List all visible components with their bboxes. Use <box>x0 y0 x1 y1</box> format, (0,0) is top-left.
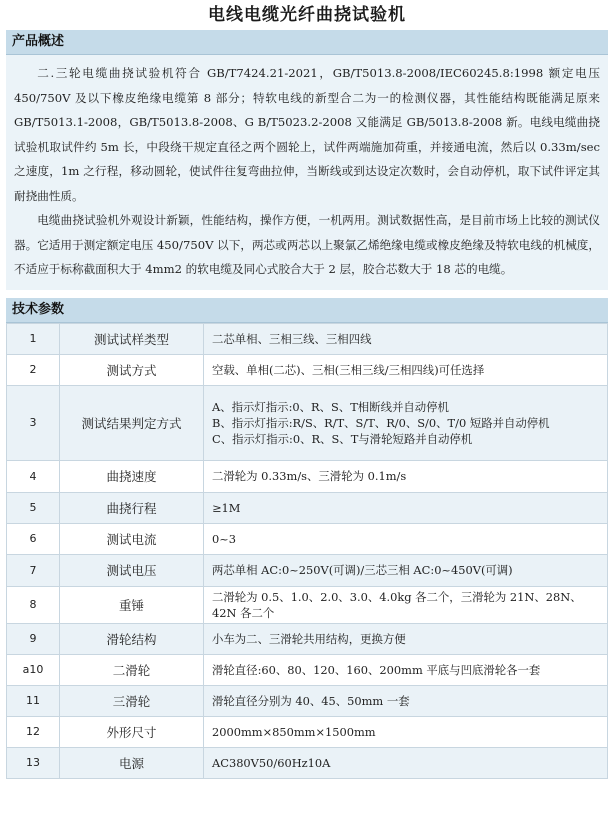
param-value <box>204 323 608 354</box>
row-number: 8 <box>7 586 60 623</box>
param-name: 电源 <box>60 747 204 778</box>
param-value-line: 二芯单相、三相三线、三相四线 <box>212 331 372 346</box>
params-header: 技术参数 <box>6 298 608 323</box>
param-name: 测试方式 <box>60 354 204 385</box>
row-number: 3 <box>7 385 60 460</box>
row-number: 4 <box>7 460 60 492</box>
param-value-line: 小车为二、三滑轮共用结构，更换方便 <box>212 631 406 646</box>
param-value-line: C、指示灯指示:0、R、S、T与滑轮短路并自动停机 <box>212 431 473 446</box>
row-number: 11 <box>7 685 60 716</box>
param-value-line: 滑轮直径分别为 40、45、50mm 一套 <box>212 693 410 708</box>
params-table <box>6 323 608 779</box>
param-name: 测试电流 <box>60 523 204 554</box>
table-row <box>7 385 608 460</box>
row-number: 1 <box>7 323 60 354</box>
param-value <box>204 747 608 778</box>
table-row <box>7 554 608 586</box>
param-value-line: B、指示灯指示:R/S、R/T、S/T、R/0、S/0、T/0 短路并自动停机 <box>212 415 550 430</box>
row-number: 6 <box>7 523 60 554</box>
param-value <box>204 492 608 523</box>
param-value <box>204 385 608 460</box>
table-row <box>7 492 608 523</box>
overview-paragraph: 二.三轮电缆曲挠试验机符合 GB/T7424.21-2021，GB/T5013.8-2008/IEC60245.8:1998 额定电压 450/750V 及以下橡皮绝缘电缆第 8 部分；特软电线的新型合二为一的检测仪器，其性能结构既能满足原来 GB/T5013.1-2008，GB/T5013.8-2008、G B/T5023.2-2008 又能满足 GB/5013.8-2008 新。电线电缆曲挠试验机取试件约 5m 长，中段绕干规定直径之两个圆轮上，试件两端施加荷重，并接通电流，然后以 0.33m/sec 之速度，1m 之行程，移动圆轮，使试件往复弯曲拉伸，当断线或到达设定次数时，会自动停机，取下试件评定其耐挠曲性质。 <box>14 66 600 203</box>
param-name: 三滑轮 <box>60 685 204 716</box>
param-name: 曲挠行程 <box>60 492 204 523</box>
row-number: 7 <box>7 554 60 586</box>
param-value-line: 2000mm×850mm×1500mm <box>212 724 376 739</box>
param-value-line: 二滑轮为 0.33m/s、三滑轮为 0.1m/s <box>212 469 407 483</box>
param-value-line: ≥1M <box>212 500 241 515</box>
overview-header: 产品概述 <box>6 30 608 55</box>
param-value-line: AC380V50/60Hz10A <box>212 755 331 770</box>
param-name: 滑轮结构 <box>60 623 204 654</box>
param-value-line: A、指示灯指示:0、R、S、T相断线并自动停机 <box>212 399 449 414</box>
row-number: 5 <box>7 492 60 523</box>
param-name: 外形尺寸 <box>60 716 204 747</box>
param-value-line: 0~3 <box>212 531 237 546</box>
page-title: 电线电缆光纤曲挠试验机 <box>208 5 406 25</box>
table-row <box>7 623 608 654</box>
param-name: 测试试样类型 <box>60 323 204 354</box>
param-value <box>204 685 608 716</box>
table-row <box>7 323 608 354</box>
table-row <box>7 716 608 747</box>
row-number: 9 <box>7 623 60 654</box>
param-name: 测试电压 <box>60 554 204 586</box>
param-value-line: 空载、单相(二芯)、三相(三相三线/三相四线)可任选择 <box>212 362 485 377</box>
table-row <box>7 586 608 623</box>
table-row <box>7 460 608 492</box>
param-value-line: 二滑轮为 0.5、1.0、2.0、3.0、4.0kg 各二个，三滑轮为 21N、28N、42N 各二个 <box>212 589 582 620</box>
overview-paragraph: 电缆曲挠试验机外观设计新颖，性能结构，操作方便，一机两用。测试数据性高，是目前市场上比较的测试仪器。它适用于测定额定电压 450/750V 以下，两芯或两芯以上聚氯乙烯绝缘电缆或橡皮绝缘及特软电线的机械度，不适应于标称截面积大于 4mm2 的软电缆及同心式胶合大于 2 层，胶合芯数大于 18 芯的电缆。 <box>14 213 600 276</box>
param-name: 二滑轮 <box>60 654 204 685</box>
table-row <box>7 654 608 685</box>
row-number: 12 <box>7 716 60 747</box>
table-row <box>7 685 608 716</box>
table-row <box>7 747 608 778</box>
param-name: 重锤 <box>60 586 204 623</box>
row-number: a10 <box>7 654 60 685</box>
param-value-line: 滑轮直径:60、80、120、160、200mm 平底与凹底滑轮各一套 <box>212 662 541 677</box>
row-number: 2 <box>7 354 60 385</box>
row-number: 13 <box>7 747 60 778</box>
param-value <box>204 523 608 554</box>
param-value <box>204 586 608 623</box>
param-value <box>204 654 608 685</box>
table-row <box>7 354 608 385</box>
table-row <box>7 523 608 554</box>
param-value <box>204 623 608 654</box>
param-name: 曲挠速度 <box>60 460 204 492</box>
param-value <box>204 460 608 492</box>
param-value-line: 两芯单相 AC:0~250V(可调)/三芯三相 AC:0~450V(可调) <box>212 563 513 577</box>
param-name: 测试结果判定方式 <box>60 385 204 460</box>
param-value <box>204 716 608 747</box>
param-value <box>204 554 608 586</box>
param-value <box>204 354 608 385</box>
overview-body <box>6 55 608 290</box>
